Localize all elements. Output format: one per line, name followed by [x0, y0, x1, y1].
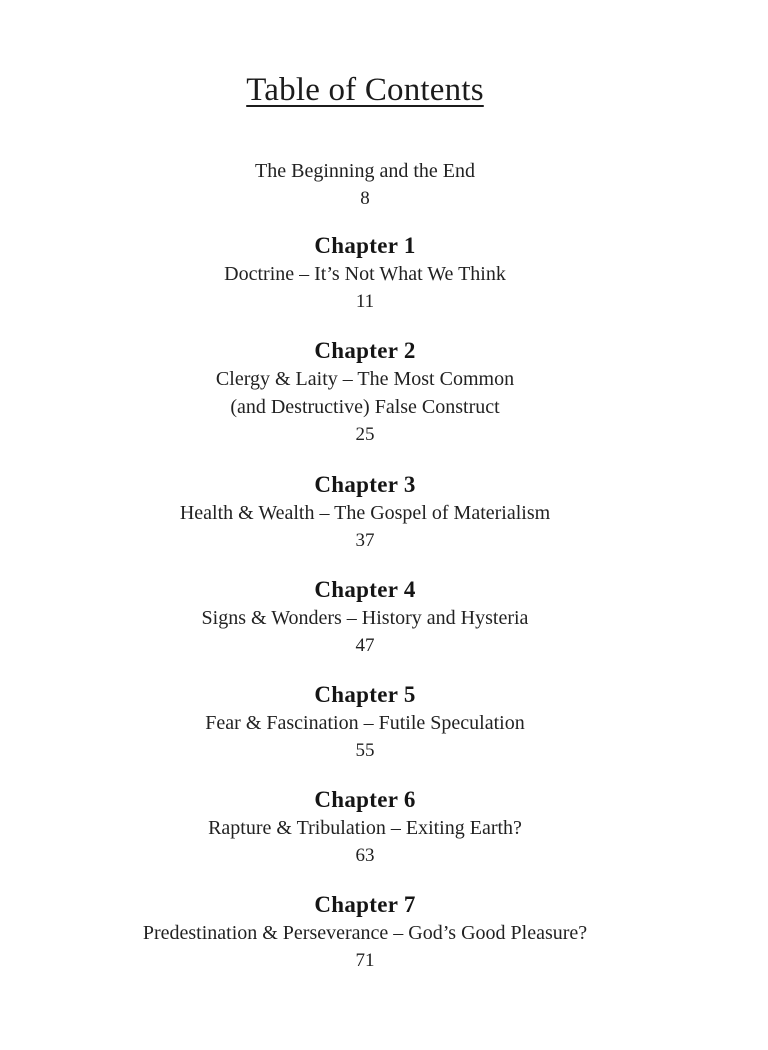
page-number: 37 [355, 530, 375, 551]
toc-entry-chapter-7[interactable] [0, 891, 730, 974]
chapter-heading: Chapter 3 [314, 472, 416, 497]
chapter-heading: Chapter 5 [314, 682, 416, 707]
entry-title: Predestination & Perseverance – God’s Good Pleasure? [142, 922, 588, 944]
chapter-heading: Chapter 2 [314, 338, 416, 363]
toc-entry-intro[interactable] [0, 157, 730, 212]
entry-title-line-2: (and Destructive) False Construct [230, 396, 500, 418]
entry-title: Doctrine – It’s Not What We Think [224, 263, 506, 285]
toc-entry-chapter-1[interactable] [0, 232, 730, 315]
page-number: 71 [355, 950, 375, 971]
entry-title: The Beginning and the End [255, 160, 475, 182]
toc-entry-chapter-2[interactable] [0, 337, 730, 448]
entry-title: Fear & Fascination – Futile Speculation [205, 712, 525, 734]
page-title [0, 70, 730, 110]
page-number: 47 [355, 635, 375, 656]
toc-entry-chapter-5[interactable] [0, 681, 730, 764]
entry-title-line-1: Clergy & Laity – The Most Common [215, 368, 515, 390]
entry-title: Rapture & Tribulation – Exiting Earth? [208, 817, 522, 839]
page-number: 55 [355, 740, 375, 761]
entry-title: Health & Wealth – The Gospel of Materialism [179, 502, 551, 524]
toc-heading: Table of Contents [246, 72, 484, 108]
page-number: 63 [355, 845, 375, 866]
entry-title: Signs & Wonders – History and Hysteria [201, 607, 529, 629]
page-number: 25 [355, 424, 375, 445]
chapter-heading: Chapter 6 [314, 787, 416, 812]
chapter-heading: Chapter 7 [314, 892, 416, 917]
chapter-heading: Chapter 4 [314, 577, 416, 602]
toc-entry-chapter-4[interactable] [0, 576, 730, 659]
page-number: 8 [360, 188, 370, 209]
toc-entry-chapter-3[interactable] [0, 471, 730, 554]
chapter-heading: Chapter 1 [314, 233, 416, 258]
page-number: 11 [355, 291, 375, 312]
toc-entry-chapter-6[interactable] [0, 786, 730, 869]
